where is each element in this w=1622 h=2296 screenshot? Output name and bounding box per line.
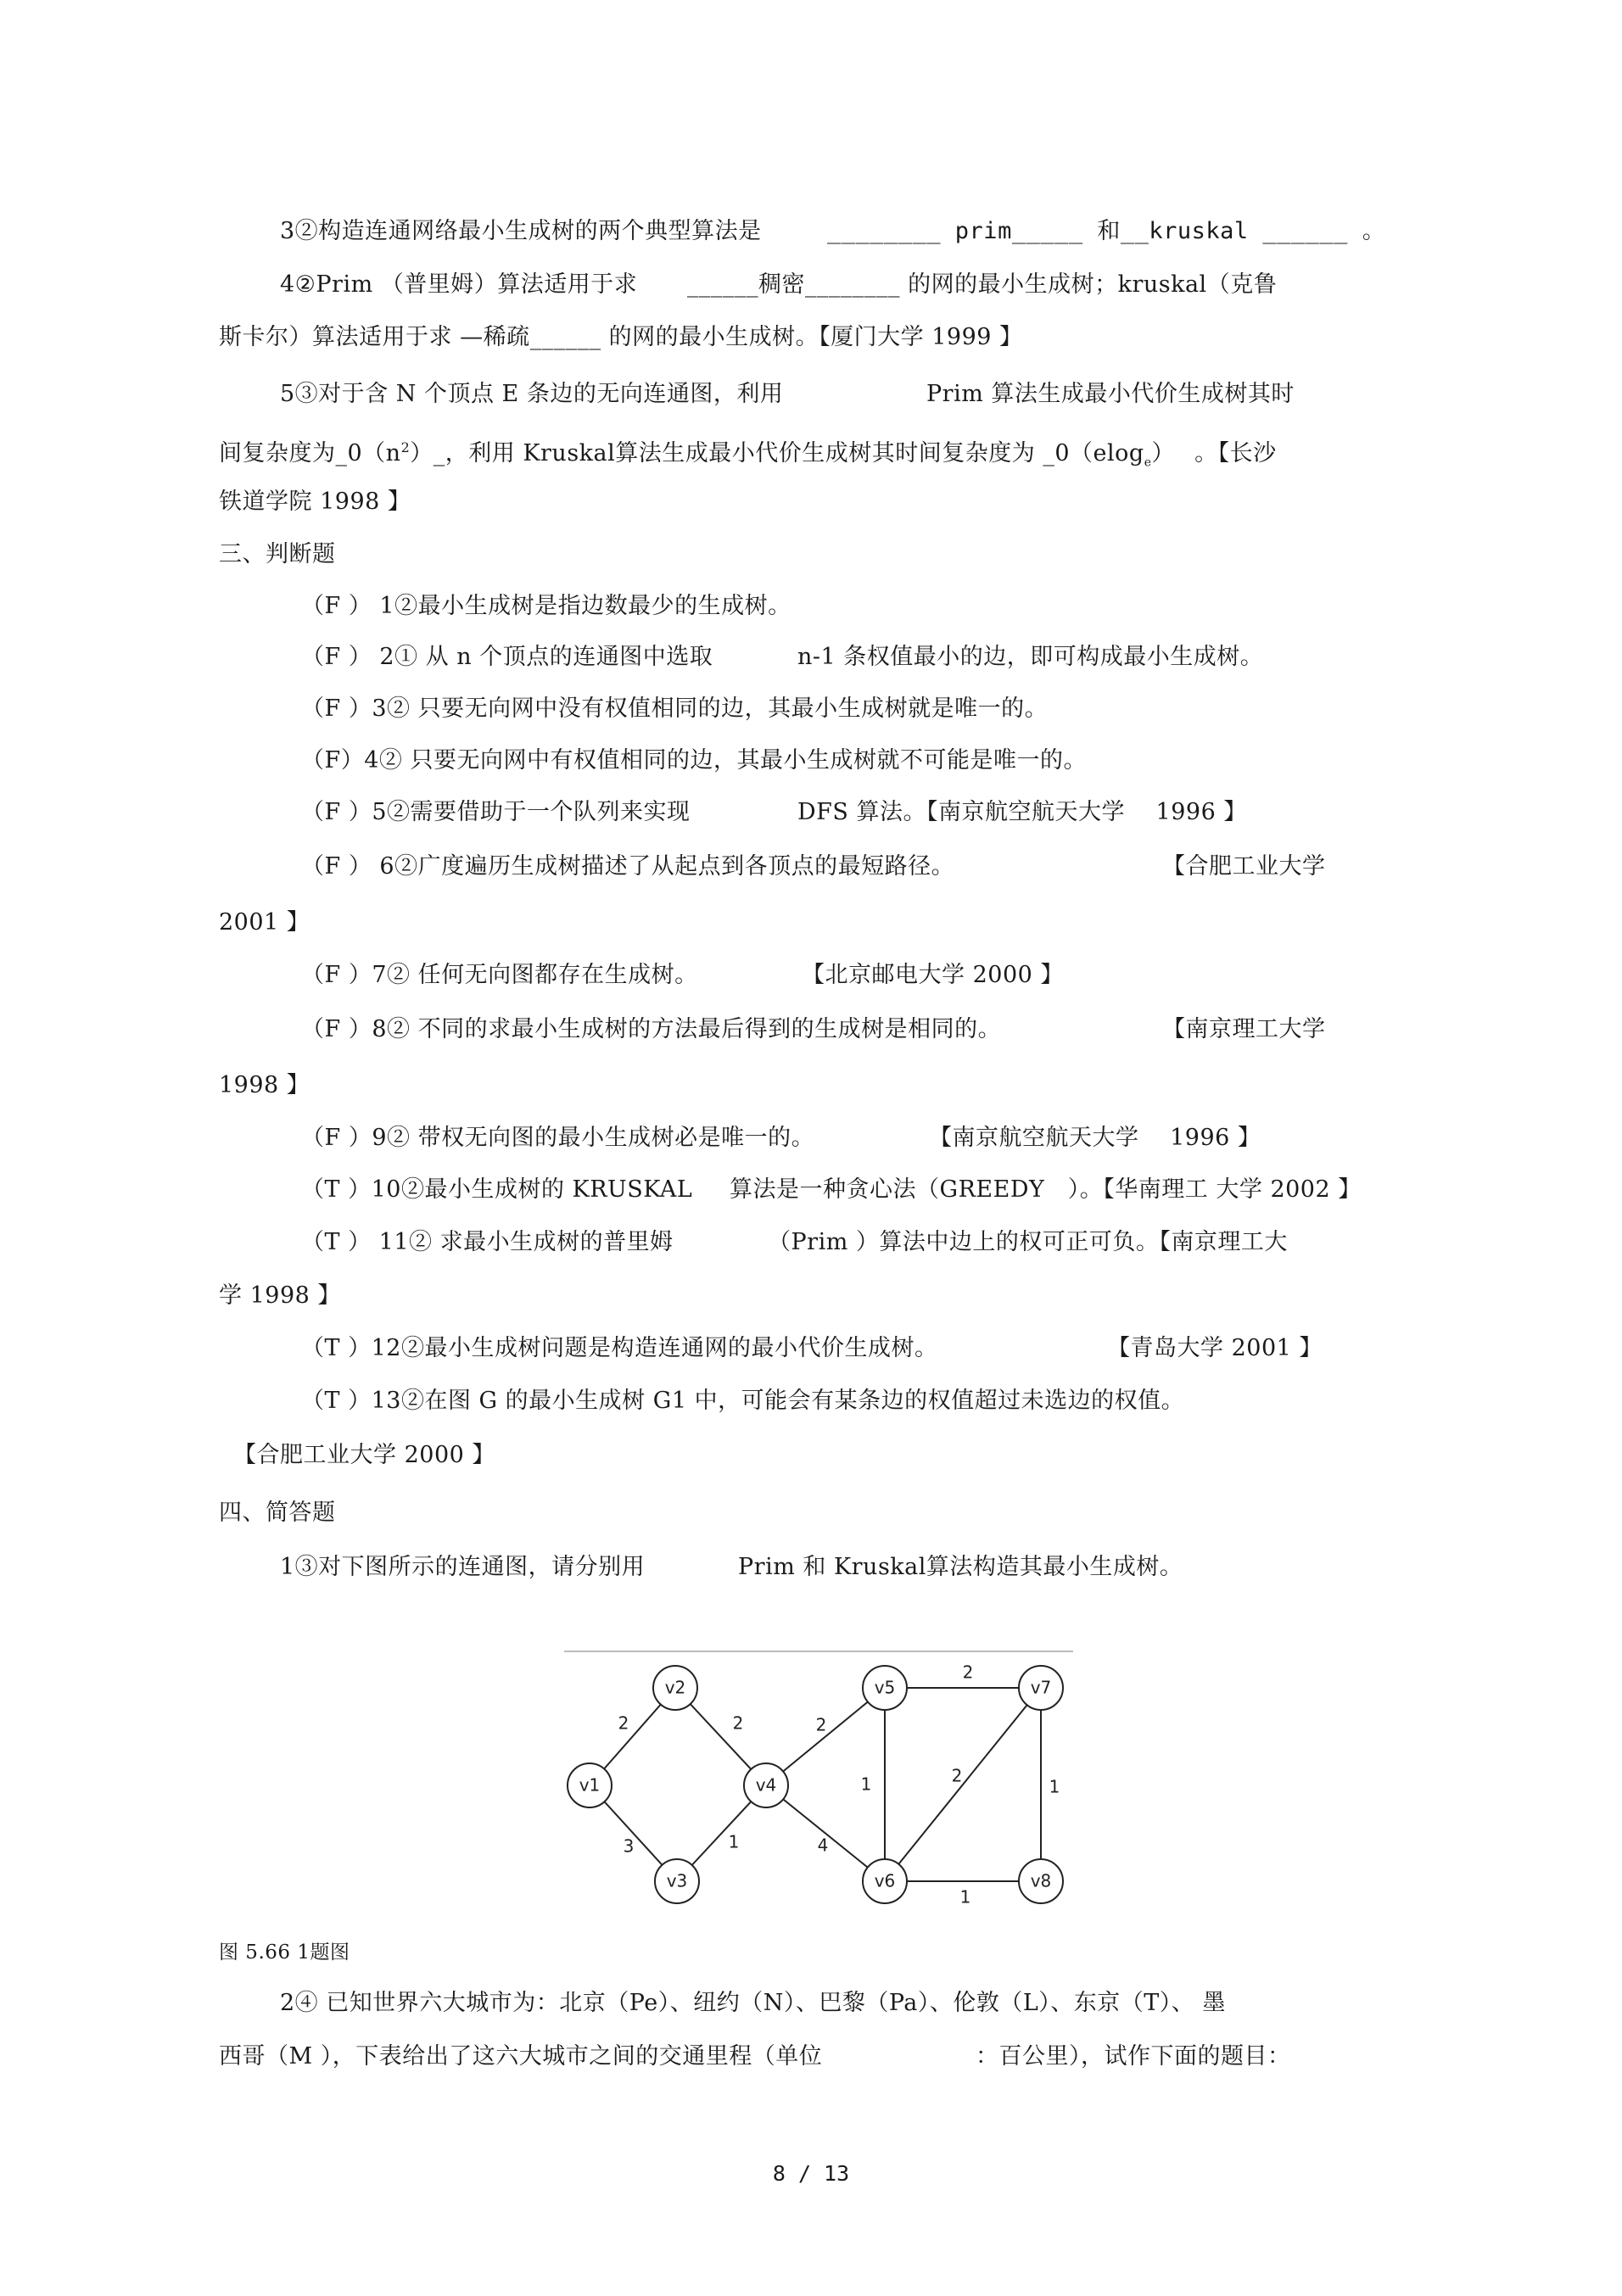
node-label-v6: v6 [874, 1870, 896, 1891]
graph-svg [564, 1650, 1073, 1934]
q5-seg2: ）_，利用 Kruskal算法生成最小代价生成树其时间复杂度为 _0（elog [410, 440, 1144, 466]
judge-item-7: 2001 】 [219, 909, 310, 936]
short-q2-line2a: 西哥（M ），下表给出了这六大城市之间的交通里程（单位 [219, 2043, 823, 2070]
edge-weight-v6-v8: 1 [959, 1886, 971, 1908]
short-q2-line2b: ：百公里），试作下面的题目： [976, 2043, 1291, 2070]
edge-weight-v1-v2: 2 [618, 1712, 629, 1734]
fill-q3-prompt: 3②构造连通网络最小生成树的两个典型算法是 [280, 218, 762, 244]
edge-weight-v7-v8: 1 [1049, 1776, 1060, 1797]
judge-item-17: 【合肥工业大学 2000 】 [233, 1442, 495, 1468]
fill-q4-answer: ______稠密________ 的网的最小生成树；kruskal（克鲁 [687, 271, 1278, 298]
node-label-v4: v4 [755, 1774, 777, 1796]
edge-weight-v5-v7: 2 [962, 1662, 974, 1683]
figure-caption: 图 5.66 1题图 [219, 1941, 350, 1964]
fill-q3-answer: ________ prim_____ 和__kruskal ______ 。 [827, 218, 1386, 244]
judge-item-5-continue: DFS 算法。【南京航空航天大学 1996 】 [797, 799, 1247, 825]
judge-item-6-continue: 【合肥工业大学 [1162, 853, 1326, 880]
judge-item-14: 学 1998 】 [219, 1282, 341, 1309]
judge-item-8-continue: 【北京邮电大学 2000 】 [802, 962, 1064, 988]
judge-item-15-continue: 【青岛大学 2001 】 [1107, 1335, 1323, 1361]
judge-item-1: （F ） 1②最小生成树是指边数最少的生成树。 [301, 593, 791, 619]
fill-q4-line2: 斯卡尔）算法适用于求 —稀疏______ 的网的最小生成树。【厦门大学 1999 】 [219, 324, 1023, 350]
node-label-v3: v3 [666, 1870, 688, 1891]
edge-weight-v2-v4: 2 [732, 1712, 744, 1734]
judge-item-2-continue: n-1 条权值最小的边，即可构成最小生成树。 [797, 644, 1264, 670]
edge-weight-v1-v3: 3 [623, 1835, 635, 1857]
judge-item-12: （T ）10②最小生成树的 KRUSKAL [301, 1176, 693, 1203]
short-q1-prompt: 1③对下图所示的连通图，请分别用 [280, 1554, 646, 1580]
judge-item-3: （F ）3② 只要无向网中没有权值相同的边，其最小生成树就是唯一的。 [301, 696, 1049, 722]
judge-item-5: （F ）5②需要借助于一个队列来实现 [301, 799, 691, 825]
judge-item-11-continue: 【南京航空航天大学 1996 】 [929, 1125, 1261, 1151]
judge-item-9: （F ）8② 不同的求最小生成树的方法最后得到的生成树是相同的。 [301, 1016, 1002, 1042]
judge-item-13-continue: （Prim ）算法中边上的权可正可负。【南京理工大 [768, 1229, 1288, 1255]
q5-seg1: 间复杂度为_0（n [219, 440, 401, 466]
fill-q4-prompt: 4②Prim （普里姆）算法适用于求 [280, 271, 638, 298]
node-label-v2: v2 [664, 1677, 686, 1698]
q5-seg3: ） 。【长沙 [1151, 440, 1277, 466]
edge-v6-v7 [885, 1688, 1041, 1881]
judge-item-15: （T ）12②最小生成树问题是构造连通网的最小代价生成树。 [301, 1335, 938, 1361]
short-q2-line1: 2④ 已知世界六大城市为：北京（Pe）、纽约（N）、巴黎（Pa）、伦敦（L）、东京（T）、 墨 [280, 1990, 1226, 2016]
judge-item-11: （F ）9② 带权无向图的最小生成树必是唯一的。 [301, 1125, 815, 1151]
judge-item-13: （T ） 11② 求最小生成树的普里姆 [301, 1229, 674, 1255]
judge-item-8: （F ）7② 任何无向图都存在生成树。 [301, 962, 698, 988]
judge-item-6: （F ） 6②广度遍历生成树描述了从起点到各顶点的最短路径。 [301, 853, 955, 880]
q5-subscript: e [1144, 455, 1152, 470]
edge-weight-v4-v5: 2 [815, 1714, 827, 1735]
edge-weight-v5-v6: 1 [860, 1774, 872, 1795]
judge-item-2: （F ） 2① 从 n 个顶点的连通图中选取 [301, 644, 713, 670]
judge-item-12-continue: 算法是一种贪心法（GREEDY ）。【华南理工 大学 2002 】 [730, 1176, 1362, 1203]
edge-weight-v3-v4: 1 [728, 1831, 740, 1852]
fill-q5-line3: 铁道学院 1998 】 [219, 489, 411, 515]
node-label-v1: v1 [579, 1774, 601, 1796]
edge-weight-v6-v7: 2 [951, 1765, 963, 1786]
edge-weight-v4-v6: 4 [817, 1835, 829, 1856]
q5-superscript: 2 [400, 439, 411, 455]
judge-item-4: （F）4② 只要无向网中有权值相同的边，其最小生成树就不可能是唯一的。 [301, 747, 1087, 774]
fill-q5-prompt: 5③对于含 N 个顶点 E 条边的无向连通图，利用 [280, 381, 784, 407]
edge-v4-v5 [766, 1688, 885, 1785]
node-label-v8: v8 [1030, 1870, 1052, 1891]
fill-q3-text [280, 216, 762, 247]
graph-figure [564, 1650, 1073, 1934]
node-label-v5: v5 [874, 1677, 896, 1698]
judge-item-9-continue: 【南京理工大学 [1162, 1016, 1326, 1042]
fill-q5-line2 [219, 433, 1277, 478]
page-number: 8 / 13 [772, 2161, 850, 2186]
judge-item-16: （T ）13②在图 G 的最小生成树 G1 中，可能会有某条边的权值超过未选边的权值。 [301, 1388, 1185, 1414]
node-label-v7: v7 [1030, 1677, 1052, 1698]
section-heading-judge: 三、判断题 [219, 541, 336, 567]
short-q1-continue: Prim 和 Kruskal算法构造其最小生成树。 [738, 1554, 1183, 1580]
section-heading-short: 四、简答题 [219, 1500, 336, 1526]
judge-item-10: 1998 】 [219, 1072, 310, 1098]
fill-q5-continue: Prim 算法生成最小代价生成树其时 [926, 381, 1295, 407]
